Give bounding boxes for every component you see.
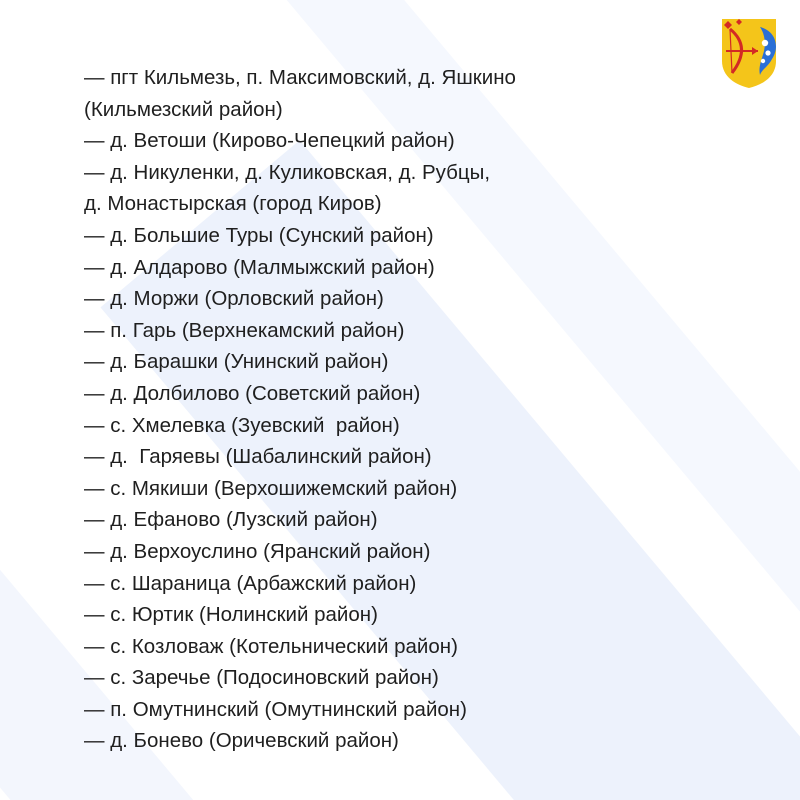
locality-list <box>84 62 516 757</box>
list-item: — д. Гаряевы (Шабалинский район) <box>84 445 432 469</box>
list-item: — д. Бонево (Оричевский район) <box>84 729 399 753</box>
list-item: — с. Козловаж (Котельнический район) <box>84 634 458 658</box>
list-item: (Кильмезский район) <box>84 97 283 121</box>
kirov-oblast-coat-of-arms-icon <box>720 17 778 89</box>
list-item: — д. Ефаново (Лузский район) <box>84 508 378 532</box>
list-item: д. Монастырская (город Киров) <box>84 192 382 216</box>
list-item: — п. Гарь (Верхнекамский район) <box>84 318 405 342</box>
list-item: — д. Барашки (Унинский район) <box>84 350 389 374</box>
list-item: — д. Верхоуслино (Яранский район) <box>84 539 431 563</box>
list-item: — д. Моржи (Орловский район) <box>84 287 384 311</box>
list-item: — с. Мякиши (Верхошижемский район) <box>84 476 458 500</box>
list-item: — д. Никуленки, д. Куликовская, д. Рубцы, <box>84 160 491 184</box>
list-item: — д. Долбилово (Советский район) <box>84 381 421 405</box>
list-item: — с. Хмелевка (Зуевский район) <box>84 413 400 437</box>
list-item: — пгт Кильмезь, п. Максимовский, д. Яшкино <box>84 66 516 89</box>
list-item: — с. Юртик (Нолинский район) <box>84 603 378 627</box>
list-item: — п. Омутнинский (Омутнинский район) <box>84 697 467 721</box>
list-item: — д. Ветоши (Кирово-Чепецкий район) <box>84 129 455 153</box>
list-item: — д. Алдарово (Малмыжский район) <box>84 255 435 279</box>
list-item: — с. Заречье (Подосиновский район) <box>84 666 439 690</box>
list-item: — д. Большие Туры (Сунский район) <box>84 223 434 247</box>
list-item: — с. Шараница (Арбажский район) <box>84 571 417 595</box>
